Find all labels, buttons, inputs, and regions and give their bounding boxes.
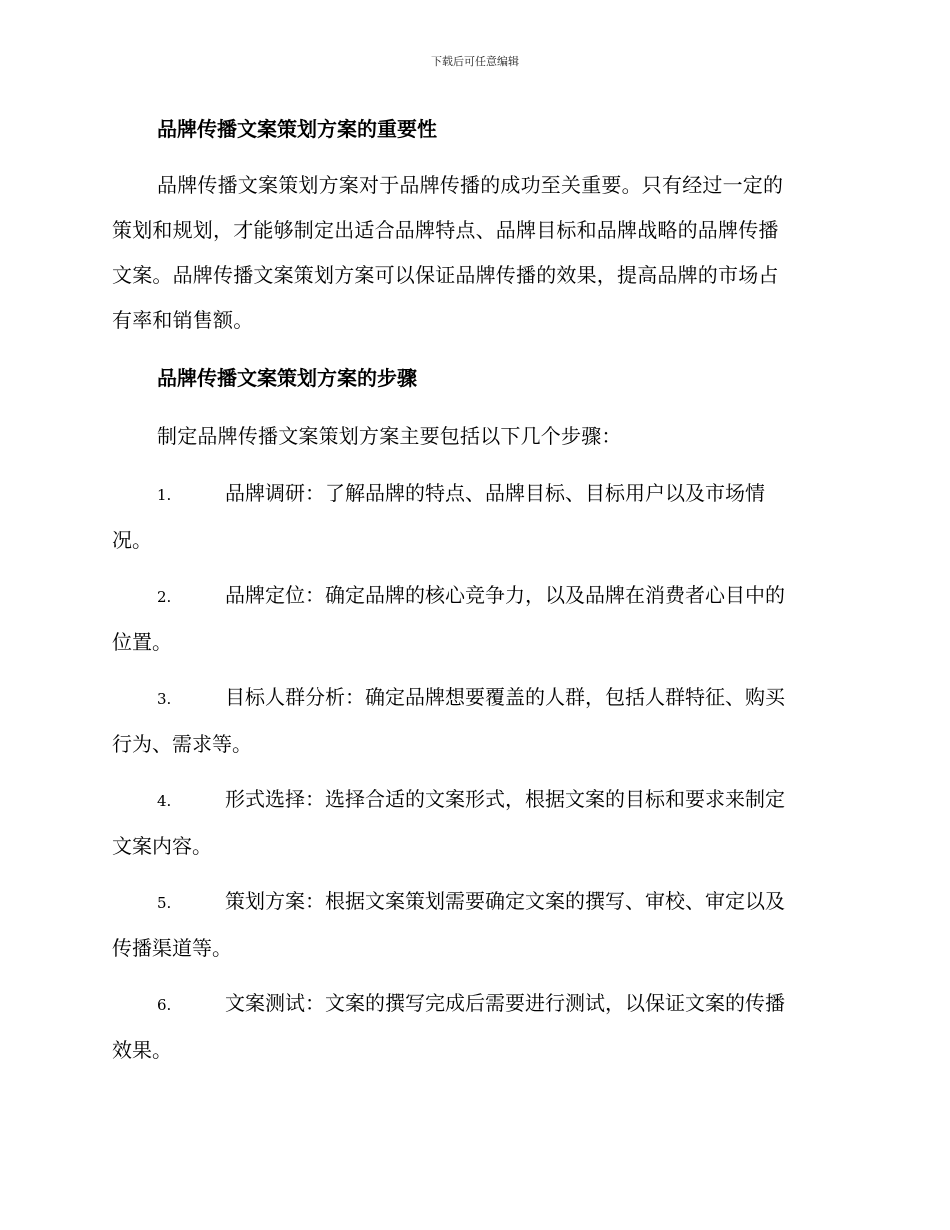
step-number: 2. xyxy=(157,588,172,606)
step-number: 5. xyxy=(157,894,172,912)
step-text-continued: 效果。 xyxy=(112,1038,172,1062)
page-header-note: 下载后可任意编辑 xyxy=(431,55,519,68)
step-item-4 xyxy=(112,777,834,869)
section-heading-steps: 品牌传播文案策划方案的步骤 xyxy=(157,366,417,390)
step-text-continued: 位置。 xyxy=(112,630,172,654)
step-item-2 xyxy=(112,573,834,665)
paragraph-line: 有率和销售额。 xyxy=(112,308,254,332)
step-text-continued: 文案内容。 xyxy=(112,834,212,858)
step-item-5 xyxy=(112,879,834,971)
step-number: 6. xyxy=(157,996,172,1014)
step-number: 4. xyxy=(157,792,172,810)
section-heading-importance: 品牌传播文案策划方案的重要性 xyxy=(157,117,437,141)
step-item-1 xyxy=(112,471,834,563)
step-text-continued: 传播渠道等。 xyxy=(112,936,232,960)
step-item-6 xyxy=(112,981,834,1073)
step-text-continued: 况。 xyxy=(112,528,152,552)
paragraph-line: 文案。品牌传播文案策划方案可以保证品牌传播的效果，提高品牌的市场占 xyxy=(112,263,779,287)
step-text: 形式选择：选择合适的文案形式，根据文案的目标和要求来制定 xyxy=(225,787,785,811)
step-text: 品牌定位：确定品牌的核心竞争力，以及品牌在消费者心目中的 xyxy=(225,583,785,607)
importance-paragraph xyxy=(112,163,834,343)
step-text: 目标人群分析：确定品牌想要覆盖的人群，包括人群特征、购买 xyxy=(225,685,785,709)
step-text: 品牌调研：了解品牌的特点、品牌目标、目标用户以及市场情 xyxy=(225,481,765,505)
step-text: 策划方案：根据文案策划需要确定文案的撰写、审校、审定以及 xyxy=(225,889,785,913)
step-text: 文案测试：文案的撰写完成后需要进行测试，以保证文案的传播 xyxy=(225,991,785,1015)
steps-intro: 制定品牌传播文案策划方案主要包括以下几个步骤： xyxy=(157,424,622,448)
paragraph-line: 策划和规划，才能够制定出适合品牌特点、品牌目标和品牌战略的品牌传播 xyxy=(112,218,779,242)
step-number: 3. xyxy=(157,690,172,708)
paragraph-line: 品牌传播文案策划方案对于品牌传播的成功至关重要。只有经过一定的 xyxy=(157,173,784,197)
step-text-continued: 行为、需求等。 xyxy=(112,732,252,756)
step-item-3 xyxy=(112,675,834,767)
step-number: 1. xyxy=(157,486,172,504)
